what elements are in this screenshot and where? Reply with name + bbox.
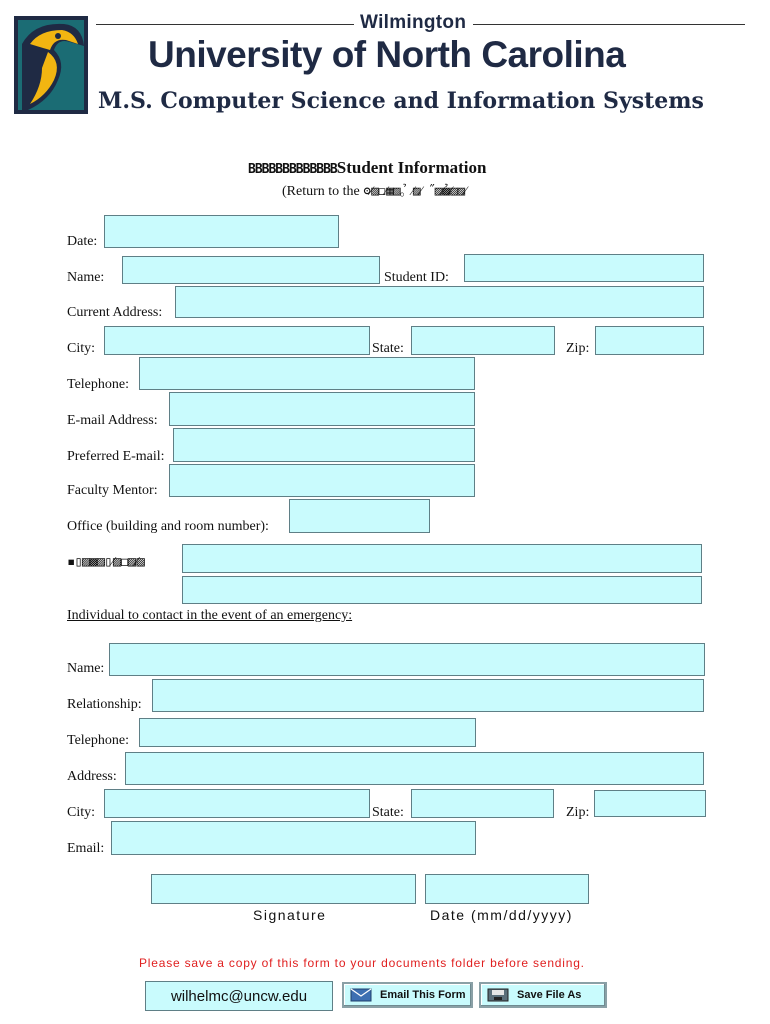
preferred-email-label: Preferred E-mail:	[67, 449, 165, 464]
save-file-button[interactable]	[479, 982, 607, 1008]
envelope-icon	[350, 988, 372, 1002]
header-rule-left	[96, 24, 354, 25]
state-field[interactable]	[411, 326, 555, 355]
form-title	[248, 158, 486, 178]
zip-field[interactable]	[595, 326, 704, 355]
emergency-telephone-field[interactable]	[139, 718, 476, 747]
email-form-button[interactable]	[342, 982, 473, 1008]
relationship-field[interactable]	[152, 679, 704, 712]
subtitle-prefix: (Return to the	[282, 184, 360, 199]
city-label: City:	[67, 341, 96, 356]
email-address-field[interactable]	[169, 392, 475, 426]
date-field[interactable]	[104, 215, 339, 248]
campus-name: Wilmington	[360, 12, 467, 33]
preferred-email-field[interactable]	[173, 428, 475, 462]
seahawk-logo	[14, 16, 88, 114]
emergency-city-field[interactable]	[104, 789, 370, 818]
emergency-state-label: State:	[372, 805, 404, 820]
signature-caption: Signature	[253, 907, 327, 923]
save-file-label: Save File As	[517, 989, 582, 1001]
current-address-field[interactable]	[175, 286, 704, 318]
faculty-mentor-label: Faculty Mentor:	[67, 483, 158, 498]
title-garbled-text: BBBBBBBBBBBBB	[248, 162, 337, 177]
student-id-field[interactable]	[464, 254, 704, 282]
signature-field[interactable]	[151, 874, 416, 904]
emergency-address-label: Address:	[67, 769, 117, 784]
emergency-address-field[interactable]	[125, 752, 704, 785]
faculty-mentor-field[interactable]	[169, 464, 475, 497]
office-field[interactable]	[289, 499, 430, 533]
university-name: University of North Carolina	[148, 34, 626, 75]
emergency-email-label: Email:	[67, 841, 105, 856]
telephone-field[interactable]	[139, 357, 475, 390]
state-label: State:	[372, 341, 404, 356]
date-label: Date:	[67, 234, 98, 249]
emergency-email-field[interactable]	[111, 821, 476, 855]
save-disk-icon	[487, 988, 509, 1002]
contact-email-field[interactable]: wilhelmc@uncw.edu	[145, 981, 333, 1011]
relationship-label: Relationship:	[67, 697, 142, 712]
emergency-city-label: City:	[67, 805, 96, 820]
title-text: Student Information	[336, 158, 487, 177]
save-notice: Please save a copy of this form to your documents folder before sending.	[139, 956, 585, 970]
email-form-label: Email This Form	[380, 989, 466, 1001]
emergency-name-field[interactable]	[109, 643, 705, 676]
student-id-label: Student ID:	[384, 270, 449, 285]
name-label: Name:	[67, 270, 105, 285]
zip-label: Zip:	[566, 341, 590, 356]
current-address-label: Current Address:	[67, 305, 163, 320]
office-label: Office (building and room number):	[67, 519, 269, 534]
signature-date-field[interactable]	[425, 874, 589, 904]
garbled-field-line1[interactable]	[182, 544, 702, 573]
emergency-telephone-label: Telephone:	[67, 733, 129, 748]
email-address-label: E-mail Address:	[67, 413, 158, 428]
emergency-zip-label: Zip:	[566, 805, 590, 820]
program-name: M.S. Computer Science and Information Systems	[98, 88, 704, 114]
city-field[interactable]	[104, 326, 370, 355]
garbled-field-label: ▪▯▨▩▨▯⁄▨◻▨⁄▨	[67, 554, 144, 570]
subtitle-garbled-text: ʘ⁄▨◻⁄▦▨̉。⁄▨⁄ ˝▨̉⁄▩⁄▨▨⁄	[363, 184, 466, 199]
garbled-field-line2[interactable]	[182, 576, 702, 604]
emergency-name-label: Name:	[67, 661, 105, 676]
telephone-label: Telephone:	[67, 377, 129, 392]
emergency-state-field[interactable]	[411, 789, 554, 818]
name-field[interactable]	[122, 256, 380, 284]
emergency-zip-field[interactable]	[594, 790, 706, 817]
emergency-heading: Individual to contact in the event of an emergency:	[67, 608, 353, 623]
header-rule-right	[473, 24, 745, 25]
form-subtitle	[282, 180, 465, 200]
date-caption: Date (mm/dd/yyyy)	[430, 907, 573, 923]
